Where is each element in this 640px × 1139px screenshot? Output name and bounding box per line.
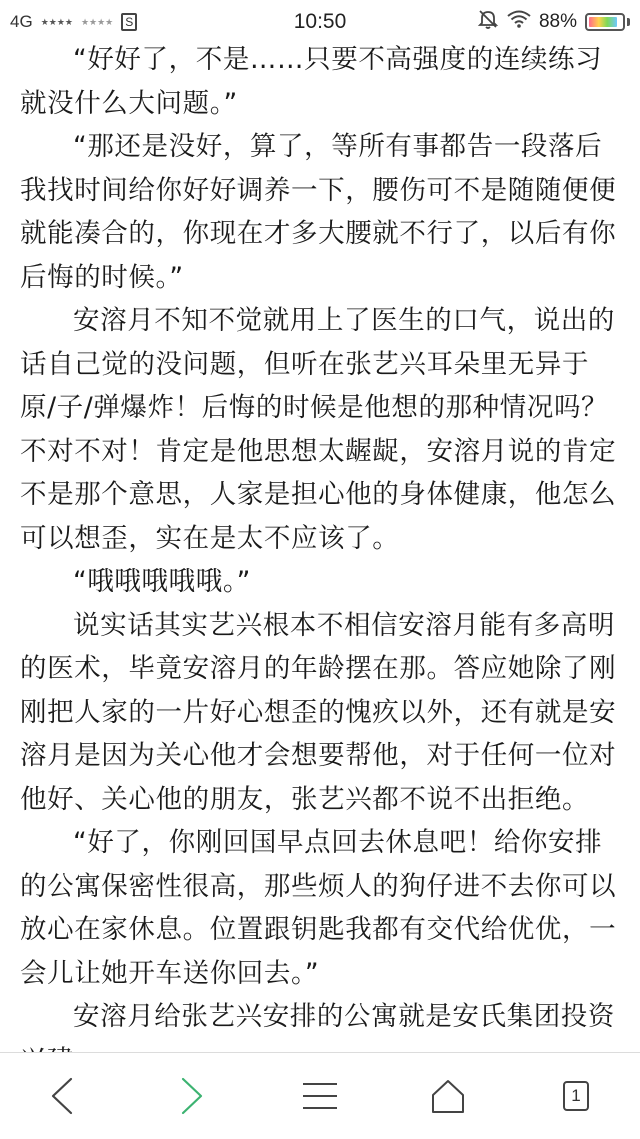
forward-icon: [177, 1076, 207, 1116]
home-button[interactable]: [398, 1053, 498, 1139]
signal-stars-icon-secondary: ★★★★: [80, 16, 114, 27]
paragraph: “好好了，不是……只要不高强度的连续练习就没什么大问题。”: [20, 44, 603, 119]
tabs-button[interactable]: [526, 1053, 626, 1139]
network-type: 4G: [10, 12, 33, 31]
battery-level-fill: [589, 17, 617, 27]
menu-button[interactable]: [270, 1053, 370, 1139]
status-left: [10, 12, 137, 32]
battery-icon: [585, 13, 625, 31]
battery-percent: 88%: [538, 11, 577, 32]
wifi-icon: [507, 10, 531, 34]
paragraph: 安溶月不知不觉就用上了医生的口气，说出的话自己觉的没问题，但听在张艺兴耳朵里无异于原/子/弹爆炸！后悔的时候是他想的那种情况吗？不对不对！肯定是他思想太龌龊，安溶月说的肯定不是那个意思，人家是担心他的身体健康，他怎么可以想歪，实在是太不应该了。: [20, 305, 617, 554]
status-right: [477, 8, 630, 36]
home-icon: [430, 1078, 466, 1114]
notification-icon: S: [121, 13, 137, 31]
tabs-icon: 1: [563, 1081, 589, 1111]
paragraph: “好了，你刚回国早点回去休息吧！给你安排的公寓保密性很高，那些烦人的狗仔进不去你可以放心在家休息。位置跟钥匙我都有交代给优优，一会儿让她开车送你回去。”: [20, 827, 617, 989]
paragraph: “那还是没好，算了，等所有事都告一段落后我找时间给你好好调养一下，腰伤可不是随随便便就能凑合的，你现在才多大腰就不行了，以后有你后悔的时候。”: [20, 131, 617, 293]
back-icon: [47, 1076, 77, 1116]
signal-stars-icon: ★★★★: [40, 16, 73, 27]
menu-icon: [302, 1081, 338, 1111]
clock: 10:50: [293, 10, 347, 33]
paragraph: 安溶月给张艺兴安排的公寓就是安氏集团投资: [73, 1001, 615, 1032]
bottom-toolbar: [0, 1052, 640, 1138]
mute-icon: [477, 8, 499, 36]
forward-button[interactable]: [142, 1053, 242, 1139]
battery-tip: [627, 18, 630, 26]
reader-content[interactable]: [20, 38, 624, 1050]
paragraph: 说实话其实艺兴根本不相信安溶月能有多高明的医术，毕竟安溶月的年龄摆在那。答应她除了刚刚把人家的一片好心想歪的愧疚以外，还有就是安溶月是因为关心他才会想要帮他，对于任何一位对他好、关心他的朋友，张艺兴都不说不出拒绝。: [20, 609, 617, 815]
paragraph: “哦哦哦哦哦。”: [73, 566, 252, 597]
back-button[interactable]: [12, 1053, 112, 1139]
